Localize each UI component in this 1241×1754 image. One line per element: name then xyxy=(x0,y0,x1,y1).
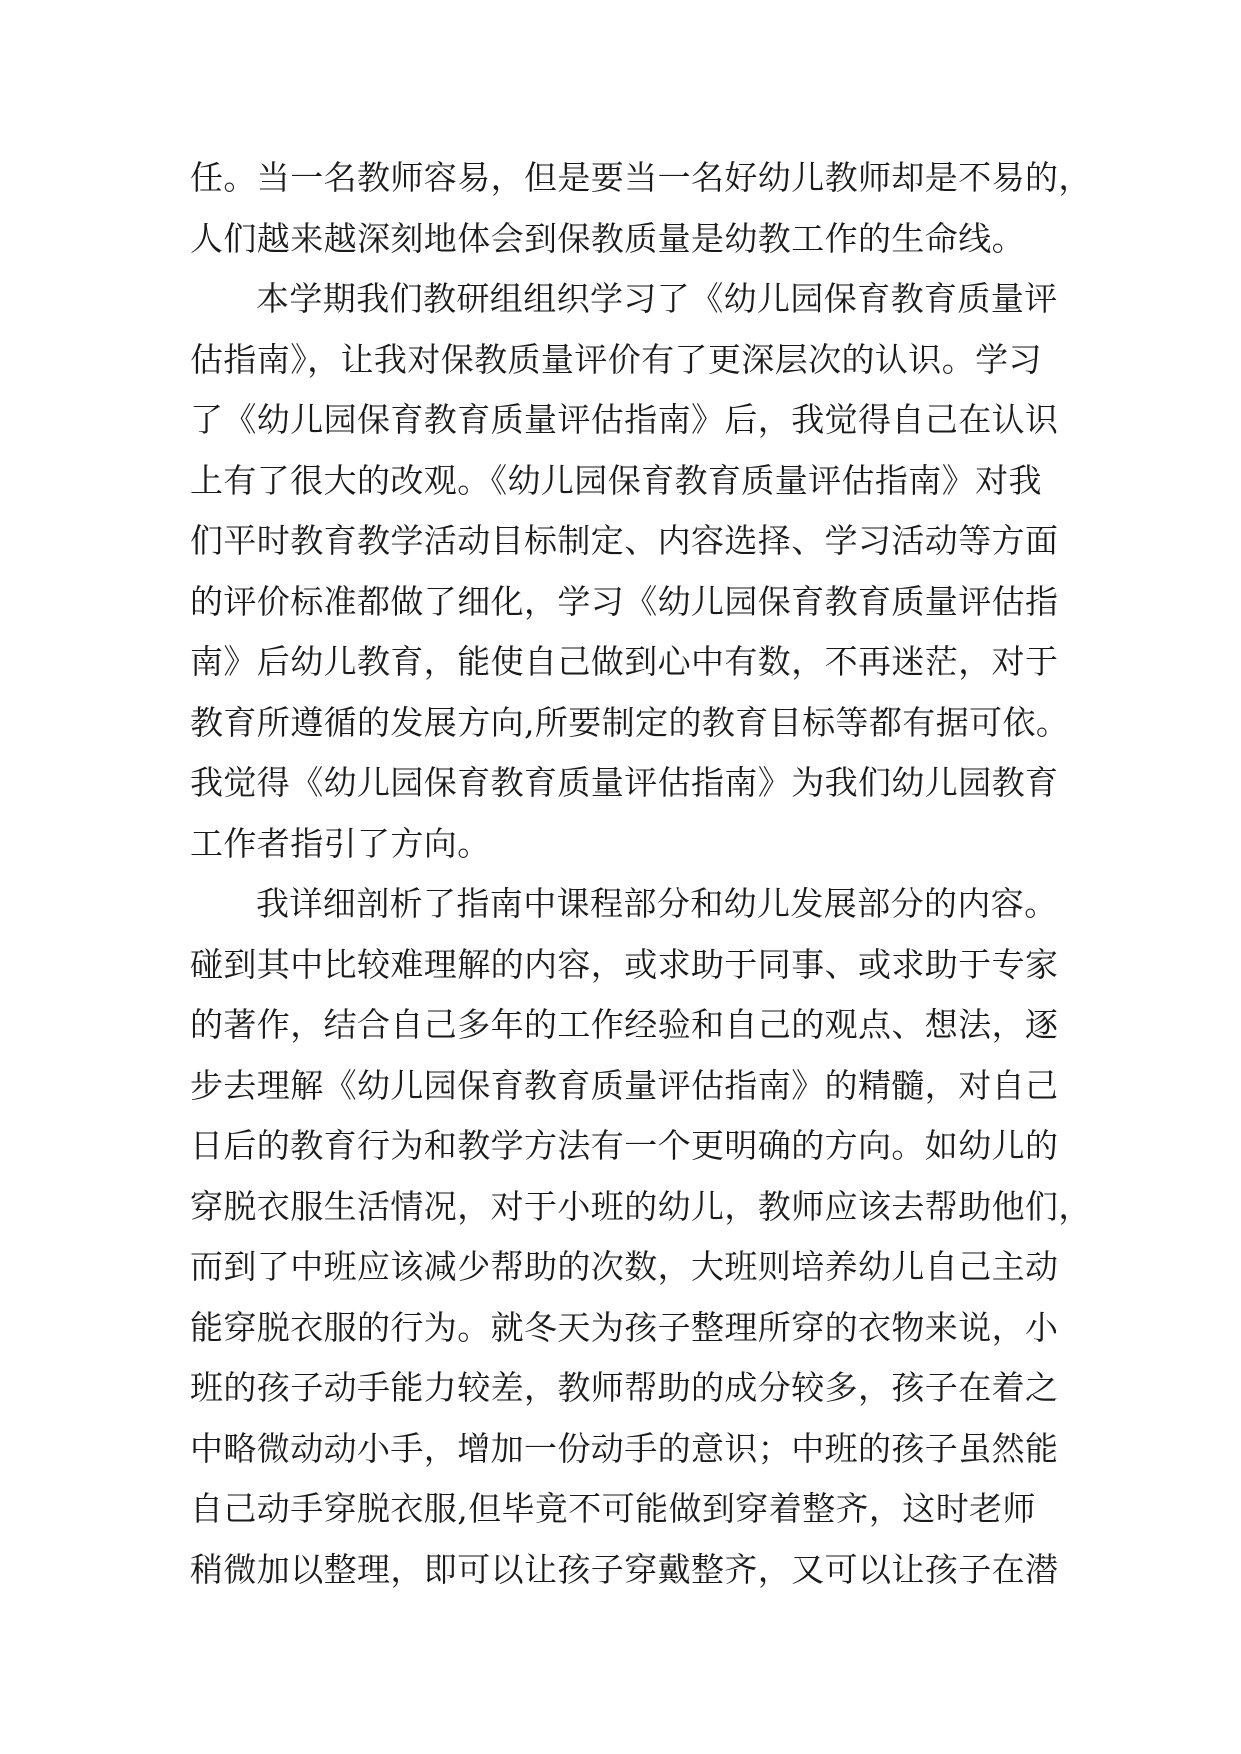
text-line: 教育所遵循的发展方向,所要制定的教育目标等都有据可依。 xyxy=(190,702,1070,742)
text-line: 的评价标准都做了细化，学习《幼儿园保育教育质量评估指 xyxy=(190,581,1059,621)
text-line: 工作者指引了方向。 xyxy=(190,823,491,863)
text-line: 稍微加以整理，即可以让孩子穿戴整齐，又可以让孩子在潜 xyxy=(190,1549,1059,1589)
body-text xyxy=(190,148,1092,1600)
text-line: 中略微动动小手，增加一份动手的意识；中班的孩子虽然能 xyxy=(190,1428,1059,1468)
text-line: 了《幼儿园保育教育质量评估指南》后，我觉得自己在认识 xyxy=(190,400,1059,439)
text-line: 步去理解《幼儿园保育教育质量评估指南》的精髓，对自己 xyxy=(190,1065,1059,1105)
text-line: 自己动手穿脱衣服,但毕竟不可能做到穿着整齐，这时老师 xyxy=(190,1489,1036,1528)
text-line: 而到了中班应该减少帮助的次数，大班则培养幼儿自己主动 xyxy=(190,1247,1059,1286)
text-line: 穿脱衣服生活情况，对于小班的幼儿，教师应该去帮助他们， xyxy=(190,1186,1092,1226)
text-line: 人们越来越深刻地体会到保教质量是幼教工作的生命线。 xyxy=(190,218,1025,258)
text-line: 的著作，结合自己多年的工作经验和自己的观点、想法，逐 xyxy=(190,1005,1059,1044)
paragraph-start-line: 我详细剖析了指南中课程部分和幼儿发展部分的内容。 xyxy=(256,884,1058,923)
text-line: 能穿脱衣服的行为。就冬天为孩子整理所穿的衣物来说，小 xyxy=(190,1307,1059,1347)
text-line: 任。当一名教师容易，但是要当一名好幼儿教师却是不易的， xyxy=(190,158,1092,197)
text-line: 班的孩子动手能力较差，教师帮助的成分较多，孩子在着之 xyxy=(190,1368,1059,1407)
text-line: 我觉得《幼儿园保育教育质量评估指南》为我们幼儿园教育 xyxy=(190,763,1059,802)
paragraph-start-line: 本学期我们教研组组织学习了《幼儿园保育教育质量评 xyxy=(256,279,1058,318)
text-line: 日后的教育行为和教学方法有一个更明确的方向。如幼儿的 xyxy=(190,1126,1059,1165)
text-line: 估指南》，让我对保教质量评价有了更深层次的认识。学习 xyxy=(190,339,1042,379)
text-line: 上有了很大的改观。《幼儿园保育教育质量评估指南》对我 xyxy=(190,460,1042,500)
text-line: 南》后幼儿教育，能使自己做到心中有数，不再迷茫，对于 xyxy=(190,642,1059,681)
text-line: 碰到其中比较难理解的内容，或求助于同事、或求助于专家 xyxy=(190,944,1059,984)
text-line: 们平时教育教学活动目标制定、内容选择、学习活动等方面 xyxy=(190,521,1059,560)
